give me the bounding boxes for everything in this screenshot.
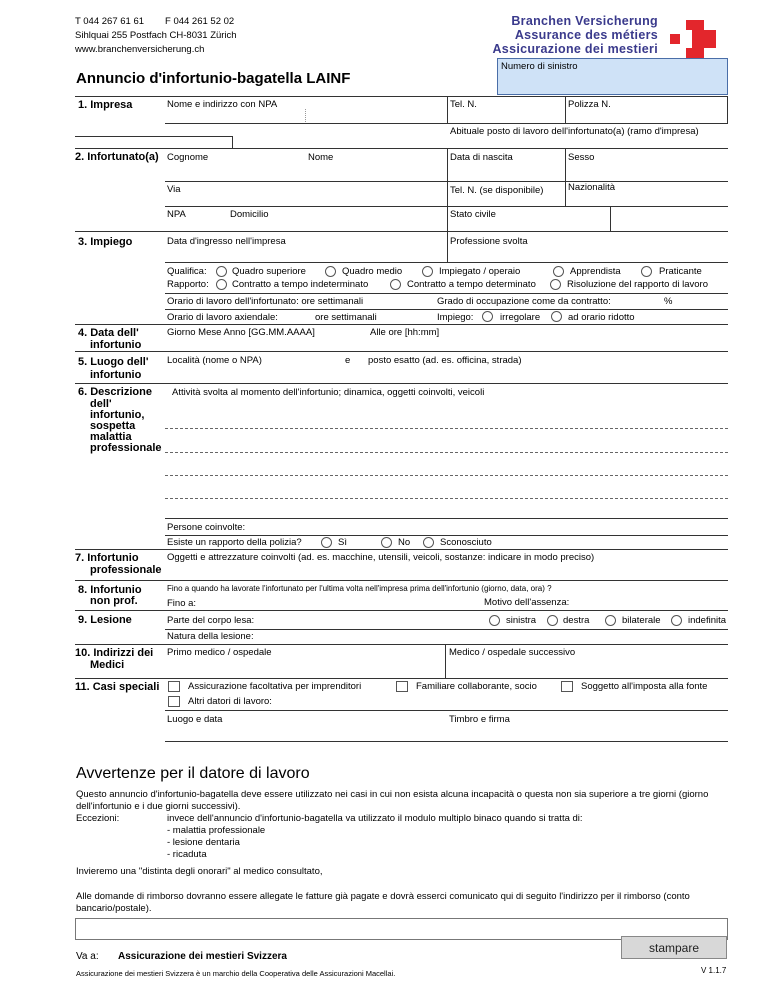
objects-label: Oggetti e attrezzature coinvolti (ad. es. macchine, utensili, veicoli, sostanze: indicare in modo preciso) [167, 552, 595, 563]
police-report-question: Esiste un rapporto della polizia? [167, 537, 302, 548]
exception-item: - lesione dentaria [167, 837, 240, 848]
special-case-label: Altri datori di lavoro: [188, 696, 272, 707]
accident-description-input[interactable] [165, 400, 728, 516]
stamp-signature-label: Timbro e firma [449, 714, 510, 725]
surname-label: Cognome [167, 152, 209, 163]
special-case-label: Familiare collaborante, socio [416, 681, 537, 692]
locality-label: Località (nome o NPA) [167, 355, 262, 366]
notes-paragraph-1: Questo annuncio d'infortunio-bagatella deve essere utilizzato nei casi in cui non esista alcuna incapacità o questa non sia superiore a tre giorni (giorno dell'infortunio e i due giorni successivi). [76, 789, 709, 812]
phone: T 044 267 61 61 [75, 16, 145, 27]
qualifica-option-label: Apprendista [570, 266, 621, 277]
injury-nature-label: Natura della lesione: [167, 631, 254, 642]
rapporto-option-label: Contratto a tempo indeterminato [232, 279, 369, 290]
section-10-heading-line2: Medici [90, 659, 125, 671]
impiego-radio-ridotto[interactable] [551, 311, 562, 322]
next-doctor-label: Medico / ospedale successivo [449, 647, 576, 658]
side-radio-left[interactable] [489, 615, 500, 626]
qualifica-option-label: Quadro superiore [232, 266, 306, 277]
until-label: Fino a: [167, 598, 197, 609]
percent-sign: % [664, 296, 673, 307]
checkbox-other-employers[interactable] [168, 696, 180, 707]
person-tel-label: Tel. N. (se disponibile) [450, 185, 544, 196]
activity-label: Attività svolta al momento dell'infortunio; dinamica, oggetti coinvolti, veicoli [172, 387, 485, 398]
brand-name-de: Branchen Versicherung [511, 14, 658, 28]
checkbox-withholding-tax[interactable] [561, 681, 573, 692]
section-4-heading: 4. Data dell' [78, 327, 139, 339]
qualifica-option-label: Impiegato / operaio [439, 266, 521, 277]
npa-label: NPA [167, 209, 186, 220]
section-5-heading: 5. Luogo dell' [78, 356, 149, 368]
impiego-option-label: irregolare [500, 312, 541, 323]
qualifica-radio-praticante[interactable] [641, 266, 652, 277]
company-name-input[interactable] [167, 110, 445, 122]
swiss-cross-logo-icon [670, 18, 722, 58]
profession-label: Professione svolta [450, 236, 528, 247]
notes-title: Avvertenze per il datore di lavoro [76, 765, 310, 782]
qualifica-radio-impiegato[interactable] [422, 266, 433, 277]
qualifica-option-label: Quadro medio [342, 266, 403, 277]
section-2-heading: 2. Infortunato(a) [75, 151, 159, 163]
section-9-heading: 9. Lesione [78, 614, 132, 626]
weekly-hours-label: Orario di lavoro dell'infortunato: ore settimanali [167, 296, 364, 307]
section-6-heading-line: sospetta [90, 420, 136, 432]
rapporto-option-label: Contratto a tempo determinato [407, 279, 536, 290]
entry-date-label: Data d'ingresso nell'impresa [167, 236, 286, 247]
rapporto-radio-determinato[interactable] [390, 279, 401, 290]
side-radio-bilateral[interactable] [605, 615, 616, 626]
brand-name-it: Assicurazione dei mestieri [492, 42, 658, 56]
side-option-label: sinistra [506, 615, 537, 626]
workplace-label: Abituale posto di lavoro dell'infortunato(a) (ramo d'impresa) [450, 126, 699, 137]
section-1-heading: 1. Impresa [78, 99, 133, 111]
notes-paragraph-3: Alle domande di rimborso dovranno essere allegate le fatture già pagate e dovrà esserci comunicato qui di seguito l'indirizzo per il rimborso (conto bancario/postale). [76, 891, 690, 914]
section-3-heading: 3. Impiego [78, 236, 133, 248]
rapporto-option-label: Risoluzione del rapporto di lavoro [567, 279, 708, 290]
qualification-label: Qualifica: [167, 266, 207, 277]
special-case-label: Assicurazione facoltativa per imprenditori [188, 681, 362, 692]
first-name-label: Nome [308, 152, 334, 163]
accident-date-label: Giorno Mese Anno [GG.MM.AAAA] [167, 327, 315, 338]
first-doctor-label: Primo medico / ospedale [167, 647, 272, 658]
send-to-value: Assicurazione dei mestieri Svizzera [118, 951, 287, 962]
last-worked-label: Fino a quando ha lavorate l'infortunato per l'ultima volta nell'impresa prima dell'infortunio (giorno, data, ora) ? [167, 584, 552, 593]
police-option-label: Sì [338, 537, 347, 548]
section-11-heading: 11. Casi speciali [75, 681, 160, 693]
side-option-label: destra [563, 615, 590, 626]
exception-item: - malattia professionale [167, 825, 266, 836]
section-6-heading-line: dell' [90, 398, 112, 410]
city-label: Domicilio [230, 209, 269, 220]
rapporto-radio-indeterminato[interactable] [216, 279, 227, 290]
side-radio-undefined[interactable] [671, 615, 682, 626]
company-name-label: Nome e indirizzo con NPA [167, 99, 278, 110]
sex-label: Sesso [568, 152, 595, 163]
exception-item: - ricaduta [167, 849, 207, 860]
employment-label: Impiego: [437, 312, 474, 323]
police-option-label: No [398, 537, 411, 548]
checkbox-family-partner[interactable] [396, 681, 408, 692]
police-option-label: Sconosciuto [440, 537, 492, 548]
section-4-heading-line2: infortunio [90, 339, 142, 351]
section-7-heading-line2: professionale [90, 564, 162, 576]
and-label: e [345, 355, 351, 366]
birth-date-label: Data di nascita [450, 152, 513, 163]
claim-number-label: Numero di sinistro [501, 61, 578, 72]
police-radio-unknown[interactable] [423, 537, 434, 548]
section-6-heading-line: malattia [90, 431, 132, 443]
company-hours-label: Orario di lavoro axiendale: [167, 312, 278, 323]
accident-time-label: Alle ore [hh:mm] [370, 327, 440, 338]
fax: F 044 261 52 02 [165, 16, 235, 27]
section-8-heading-line2: non prof. [90, 595, 138, 607]
police-radio-yes[interactable] [321, 537, 332, 548]
absence-reason-label: Motivo dell'assenza: [484, 597, 570, 608]
police-radio-no[interactable] [381, 537, 392, 548]
qualifica-radio-superiore[interactable] [216, 266, 227, 277]
section-6-heading: 6. Descrizione [78, 386, 152, 398]
footer-text: Assicurazione dei mestieri Svizzera è un marchio della Cooperativa delle Assicurazioni Macellai. [76, 969, 396, 978]
special-case-label: Soggetto all'imposta alla fonte [581, 681, 708, 692]
section-10-heading: 10. Indirizzi dei [75, 647, 154, 659]
website-link[interactable]: www.branchenversicherung.ch [75, 44, 205, 55]
send-to-label: Va a: [76, 951, 99, 962]
checkbox-optional-insurance[interactable] [168, 681, 180, 692]
impiego-option-label: ad orario ridotto [568, 312, 635, 323]
text-cursor [305, 109, 306, 122]
place-date-label: Luogo e data [167, 714, 223, 725]
company-hours-unit: ore settimanali [315, 312, 377, 323]
occupation-degree-label: Grado di occupazione come da contratto: [437, 296, 611, 307]
qualifica-option-label: Praticante [659, 266, 702, 277]
section-8-heading: 8. Infortunio [78, 584, 142, 596]
notes-paragraph-2: Invieremo una "distinta degli onorari" al medico consultato, [76, 866, 323, 877]
side-option-label: bilaterale [622, 615, 661, 626]
impiego-radio-irregolare[interactable] [482, 311, 493, 322]
section-5-heading-line2: infortunio [90, 369, 142, 381]
company-tel-label: Tel. N. [450, 99, 477, 110]
exact-place-label: posto esatto (ad. es. officina, strada) [368, 355, 522, 366]
side-radio-right[interactable] [547, 615, 558, 626]
contract-label: Rapporto: [167, 279, 209, 290]
section-6-heading-line: professionale [90, 442, 162, 454]
claim-number-field[interactable] [497, 58, 728, 95]
qualifica-radio-medio[interactable] [325, 266, 336, 277]
section-6-heading-line: infortunio, [90, 409, 145, 421]
civil-status-label: Stato civile [450, 209, 496, 220]
qualifica-radio-apprendista[interactable] [553, 266, 564, 277]
address: Sihlquai 255 Postfach CH-8031 Zürich [75, 30, 237, 41]
form-title: Annuncio d'infortunio-bagatella LAINF [76, 70, 351, 87]
street-label: Via [167, 184, 181, 195]
body-part-label: Parte del corpo lesa: [167, 615, 255, 626]
policy-number-label: Polizza N. [568, 99, 611, 110]
exceptions-label: Eccezioni: [76, 813, 120, 824]
side-option-label: indefinita [688, 615, 727, 626]
section-7-heading: 7. Infortunio [75, 552, 139, 564]
exceptions-text: invece dell'annuncio d'infortunio-bagatella va utilizzato il modulo multiplo binaco quando si tratta di: [167, 813, 583, 824]
print-button[interactable]: stampare [621, 936, 727, 959]
brand-name-fr: Assurance des métiers [514, 28, 658, 42]
version-label: V 1.1.7 [701, 966, 727, 975]
rapporto-radio-risoluzione[interactable] [550, 279, 561, 290]
nationality-label: Nazionalità [568, 182, 615, 193]
persons-involved-label: Persone coinvolte: [167, 522, 246, 533]
